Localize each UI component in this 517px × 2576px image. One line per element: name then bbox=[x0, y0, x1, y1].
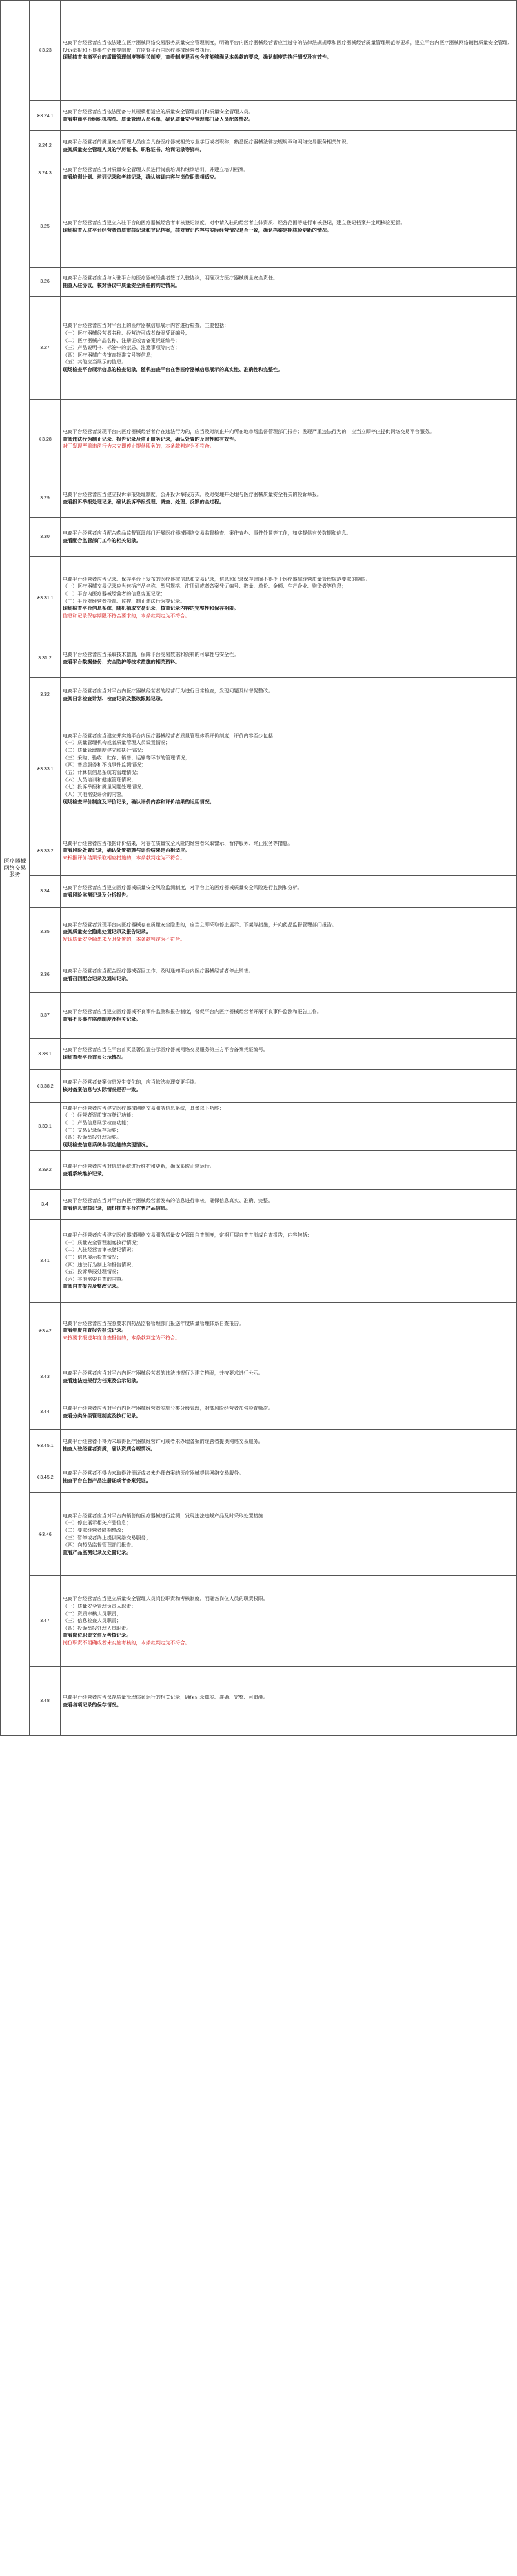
table-row bbox=[1, 518, 517, 557]
clause-code: 3.36 bbox=[30, 957, 61, 993]
clause-content bbox=[61, 826, 517, 876]
table-row bbox=[1, 1430, 517, 1461]
inspection-method: 查看培训计划、培训记录和考核记录，确认培训内容与岗位职责相适应。 bbox=[63, 174, 219, 180]
clause-content bbox=[61, 1190, 517, 1220]
requirement-text: 电商平台经营者不得为未取得注册证或者未办理备案的医疗器械提供网络交易服务。 bbox=[63, 1470, 244, 1476]
clause-content bbox=[61, 1151, 517, 1190]
table-row bbox=[1, 678, 517, 712]
inspection-method: 抽查入驻经营者资质，确认资质合规情况。 bbox=[63, 1446, 156, 1452]
clause-content bbox=[61, 957, 517, 993]
inspection-method: 查看违法违规行为档案及公示记录。 bbox=[63, 1377, 141, 1384]
inspection-method: 现场核查电商平台的质量管理制度等相关制度，查看制度是否包含并能够满足本条款的要求，确认制度的执行情况及有效性。 bbox=[63, 54, 332, 61]
table-row bbox=[1, 826, 517, 876]
inspection-method: 查阅自查报告及整改记录。 bbox=[63, 1284, 122, 1290]
clause-content bbox=[61, 1493, 517, 1576]
inspection-method: 查看不良事件监测制度及相关记录。 bbox=[63, 1016, 141, 1022]
inspection-method: 查看电商平台组织机构图、质量管理人员名单，确认质量安全管理部门及人员配备情况。 bbox=[63, 116, 254, 122]
table-row bbox=[1, 908, 517, 957]
clause-content bbox=[61, 1220, 517, 1303]
clause-code: 3.39.2 bbox=[30, 1151, 61, 1190]
requirement-text: 电商平台经营者应当建立投诉举报处理制度，公开投诉举报方式，及时受理并处理与医疗器械质量安全有关的投诉举报。 bbox=[63, 491, 322, 497]
inspection-method: 抽查平台在售产品注册证或者备案凭证。 bbox=[63, 1477, 151, 1484]
requirement-text: 电商平台经营者应当建立并实施平台内医疗器械经营者质量管理体系评价制度，评价内容至少包括： bbox=[63, 732, 278, 739]
requirement-text: （二）产品信息展示检查功能； bbox=[63, 1119, 132, 1126]
clause-content bbox=[61, 712, 517, 826]
requirement-text: 电商平台经营者应当保存质量管理体系运行的相关记录，确保记录真实、准确、完整、可追溯。 bbox=[63, 1694, 268, 1700]
judgement-note: 未按要求报送年度自查报告的，本条款判定为不符合。 bbox=[63, 1335, 181, 1341]
clause-content bbox=[61, 268, 517, 297]
table-row bbox=[1, 993, 517, 1039]
clause-code: 3.24.2 bbox=[30, 131, 61, 161]
clause-code: 3.48 bbox=[30, 1667, 61, 1736]
requirement-text: （五）其他应当展示的信息。 bbox=[63, 359, 127, 366]
clause-code: 3.24.3 bbox=[30, 161, 61, 186]
judgement-note: 发现质量安全隐患未及时处置的，本条款判定为不符合。 bbox=[63, 936, 185, 942]
category-cell: 医疗器械网络交易服务 bbox=[1, 1, 30, 1736]
requirement-text: （四）投诉举报处理人员职责。 bbox=[63, 1625, 132, 1631]
requirement-text: （三）信息展示检查情况； bbox=[63, 1254, 122, 1260]
table-row bbox=[1, 639, 517, 678]
requirement-text: （三）信息检查人员职责； bbox=[63, 1618, 122, 1624]
inspection-method: 查阅违法行为制止记录、报告记录及停止服务记录，确认处置的及时性和有效性。 bbox=[63, 436, 239, 442]
clause-content bbox=[61, 908, 517, 957]
inspection-method: 查看配合监管部门工作的相关记录。 bbox=[63, 537, 141, 543]
clause-content bbox=[61, 101, 517, 131]
requirement-text: （六）人员培训和健康管理情况； bbox=[63, 777, 136, 783]
requirement-text: 电商平台经营者应当配合医疗器械召回工作，及时通知平台内医疗器械经营者停止销售。 bbox=[63, 968, 254, 974]
clause-content bbox=[61, 131, 517, 161]
requirement-text: 电商平台经营者应当对平台内医疗器械经营者的经营行为进行日常检查，发现问题及时督促整改。 bbox=[63, 688, 274, 694]
clause-code: 3.26 bbox=[30, 268, 61, 297]
requirement-text: 电商平台经营者应当采取技术措施，保障平台交易数据和资料的可靠性与安全性。 bbox=[63, 651, 239, 657]
judgement-note: 岗位职责不明确或者未实施考核的，本条款判定为不符合。 bbox=[63, 1640, 190, 1646]
table-row bbox=[1, 101, 517, 131]
table-row bbox=[1, 957, 517, 993]
clause-content bbox=[61, 1395, 517, 1430]
clause-content bbox=[61, 1103, 517, 1151]
clause-code: ※3.33.2 bbox=[30, 826, 61, 876]
inspection-method: 抽查入驻协议，核对协议中质量安全责任的约定情况。 bbox=[63, 282, 181, 288]
requirement-text: （二）医疗器械产品名称、注册证或者备案凭证编号； bbox=[63, 337, 181, 343]
requirement-text: 电商平台经营者应当建立医疗器械质量安全风险监测制度，对平台上的医疗器械质量安全风险进行监测和分析。 bbox=[63, 884, 303, 890]
table-row bbox=[1, 712, 517, 826]
clause-code: 3.39.1 bbox=[30, 1103, 61, 1151]
clause-code: ※3.31.1 bbox=[30, 557, 61, 639]
clause-code: 3.41 bbox=[30, 1220, 61, 1303]
table-row bbox=[1, 1220, 517, 1303]
clause-content bbox=[61, 639, 517, 678]
clause-content bbox=[61, 1039, 517, 1070]
clause-code: 3.29 bbox=[30, 479, 61, 518]
requirement-text: 电商平台经营者应当记录、保存平台上发布的医疗器械信息和交易记录，信息和记录保存时间不得少于医疗器械经营质量管理规范要求的期限。 bbox=[63, 576, 371, 582]
judgement-note: 未根据评价结果采取相应措施的，本条款判定为不符合。 bbox=[63, 855, 185, 861]
inspection-method: 核对备案信息与实际情况是否一致。 bbox=[63, 1086, 141, 1092]
requirement-text: 电商平台经营者应当建立医疗器械不良事件监测和报告制度，督促平台内医疗器械经营者开展不良事件监测和报告工作。 bbox=[63, 1008, 322, 1015]
requirement-text: 电商平台经营者应当依法建立医疗器械网络交易服务质量安全管理制度，明确平台内医疗器械经营者应当遵守的法律法规规章和医疗器械经营质量管理规范等要求，建立平台内医疗器械网络销售质量安全管理、投诉举报和不良事件处理等制度，并监督平台内医疗器械经营者执行。 bbox=[63, 40, 513, 53]
requirement-text: （二）资质审核人员职责； bbox=[63, 1610, 122, 1617]
clause-code: 3.35 bbox=[30, 908, 61, 957]
table-row bbox=[1, 1103, 517, 1151]
clause-code: 3.4 bbox=[30, 1190, 61, 1220]
inspection-method: 查看年度自查报告报送记录。 bbox=[63, 1328, 127, 1334]
table-row bbox=[1, 1039, 517, 1070]
table-row bbox=[1, 161, 517, 186]
clause-code: 3.44 bbox=[30, 1395, 61, 1430]
requirement-text: （一）医疗器械交易记录应当包括产品名称、型号规格、注册证或者备案凭证编号、数量、单价、金额、生产企业、购货者等信息； bbox=[63, 583, 347, 590]
requirement-text: （五）计算机信息系统的管理情况； bbox=[63, 770, 141, 775]
table-row bbox=[1, 1576, 517, 1667]
inspection-method: 现场检查评价制度及评价记录，确认评价内容和评价结果的运用情况。 bbox=[63, 799, 214, 805]
requirement-text: （七）投诉举报和质量问题处理情况； bbox=[63, 784, 146, 790]
clause-code: ※3.38.2 bbox=[30, 1070, 61, 1103]
requirement-text: 电商平台经营者应当对平台内医疗器械经营者的违法违规行为建立档案，并按要求进行公示。 bbox=[63, 1370, 263, 1376]
inspection-method: 查看各项记录的保存情况。 bbox=[63, 1701, 122, 1708]
requirement-text: （四）向药品监督管理部门报告。 bbox=[63, 1542, 136, 1548]
requirement-text: （三）平台对经营者检查、监控、制止违法行为等记录。 bbox=[63, 598, 185, 604]
clause-content bbox=[61, 1359, 517, 1395]
requirement-text: （三）暂停或者终止提供网络交易服务； bbox=[63, 1535, 151, 1541]
requirement-text: 电商平台经营者不得为未取得医疗器械经营许可或者未办理备案的经营者提供网络交易服务。 bbox=[63, 1438, 263, 1444]
table-row bbox=[1, 1190, 517, 1220]
judgement-note: 对于发现严重违法行为未立即停止提供服务的，本条款判定为不符合。 bbox=[63, 443, 214, 450]
requirement-text: （二）平台内医疗器械经营者的信息变更记录； bbox=[63, 590, 165, 597]
table-row bbox=[1, 131, 517, 161]
requirement-text: （四）违法行为制止和报告情况； bbox=[63, 1261, 136, 1268]
inspection-method: 查阅质量安全隐患处置记录及报告记录。 bbox=[63, 929, 151, 935]
inspection-method: 查看岗位职责文件及考核记录。 bbox=[63, 1633, 132, 1639]
clause-content bbox=[61, 186, 517, 268]
clause-code: 3.32 bbox=[30, 678, 61, 712]
inspection-method: 查看投诉举报处理记录，确认投诉举报受理、调查、处理、反馈的全过程。 bbox=[63, 499, 225, 505]
requirement-text: （二）质量管理制度建立和执行情况； bbox=[63, 748, 146, 754]
requirement-text: 电商平台经营者的质量安全管理人员应当具备医疗器械相关专业学历或者职称，熟悉医疗器械法律法规规章和网络交易服务相关知识。 bbox=[63, 139, 352, 145]
table-row bbox=[1, 479, 517, 518]
table-row bbox=[1, 400, 517, 479]
clause-code: 3.43 bbox=[30, 1359, 61, 1395]
clause-content bbox=[61, 479, 517, 518]
inspection-method: 查看召回配合记录及通知记录。 bbox=[63, 975, 132, 981]
inspection-method: 现场查看平台首页公示情况。 bbox=[63, 1055, 127, 1060]
table-row bbox=[1, 1, 517, 101]
requirement-text: 电商平台经营者应当对质量安全管理人员进行岗前培训和继续培训，并建立培训档案。 bbox=[63, 166, 249, 172]
clause-content bbox=[61, 161, 517, 186]
clause-content bbox=[61, 557, 517, 639]
requirement-text: （四）投诉举报处理功能。 bbox=[63, 1135, 122, 1141]
clause-code: ※3.28 bbox=[30, 400, 61, 479]
table-row bbox=[1, 557, 517, 639]
clause-code: ※3.45.1 bbox=[30, 1430, 61, 1461]
requirement-text: （三）采购、验收、贮存、销售、运输等环节的管理情况； bbox=[63, 755, 190, 761]
requirement-text: （八）其他需要评价的内容。 bbox=[63, 791, 127, 797]
inspection-method: 查阅质量安全管理人员的学历证书、职称证书、培训记录等资料。 bbox=[63, 146, 205, 152]
table-row bbox=[1, 1667, 517, 1736]
clause-code: ※3.45.2 bbox=[30, 1461, 61, 1493]
requirement-text: 电商平台经营者应当与入驻平台的医疗器械经营者签订入驻协议，明确双方医疗器械质量安全责任。 bbox=[63, 274, 278, 281]
requirement-text: （三）产品说明书、标签中的禁忌、注意事项等内容； bbox=[63, 345, 181, 351]
requirement-text: （一）质量管理机构或者质量管理人员设置情况； bbox=[63, 740, 171, 746]
clause-content bbox=[61, 400, 517, 479]
requirement-text: 电商平台经营者应当建立医疗器械网络交易服务信息系统，具备以下功能： bbox=[63, 1105, 225, 1111]
requirement-text: 电商平台经营者发现平台内医疗器械经营者存在违法行为的，应当及时制止并向所在地市场监督管理部门报告；发现严重违法行为的，应当立即停止提供网络交易平台服务。 bbox=[63, 429, 435, 435]
inspection-method: 查看风险监测记录及分析报告。 bbox=[63, 892, 132, 898]
table-row bbox=[1, 297, 517, 400]
clause-content bbox=[61, 1576, 517, 1667]
requirement-text: （四）医疗器械广告审查批准文号等信息； bbox=[63, 352, 156, 358]
table-row bbox=[1, 1493, 517, 1576]
requirement-text: （六）其他需要自查的内容。 bbox=[63, 1276, 127, 1282]
clause-content bbox=[61, 518, 517, 557]
table-row bbox=[1, 876, 517, 908]
clause-content bbox=[61, 1303, 517, 1359]
clause-content bbox=[61, 1070, 517, 1103]
requirement-text: （一）医疗器械经营者名称、经营许可或者备案凭证编号； bbox=[63, 330, 190, 336]
inspection-method: 查看信息审核记录，随机抽查平台在售产品信息。 bbox=[63, 1205, 171, 1211]
requirement-text: 电商平台经营者应当在平台首页显著位置公示医疗器械网络交易服务第三方平台备案凭证编号。 bbox=[63, 1047, 268, 1053]
requirement-text: 电商平台经营者发现平台内医疗器械存在质量安全隐患的，应当立即采取停止展示、下架等措施，并向药品监督管理部门报告。 bbox=[63, 921, 337, 928]
requirement-text: 电商平台经营者应当配合药品监督管理部门开展医疗器械网络交易监督检查、案件查办、事件处置等工作，如实提供有关数据和信息。 bbox=[63, 530, 352, 536]
clause-content bbox=[61, 1461, 517, 1493]
table-row bbox=[1, 1359, 517, 1395]
requirement-text: 电商平台经营者应当建立质量安全管理人员岗位职责和考核制度，明确各岗位人员的职责权限。 bbox=[63, 1596, 268, 1602]
clause-code: ※3.24.1 bbox=[30, 101, 61, 131]
table-row bbox=[1, 186, 517, 268]
requirement-text: 电商平台经营者应当对平台内销售的医疗器械进行监测，发现违法违规产品及时采取处置措施： bbox=[63, 1512, 268, 1519]
clause-content bbox=[61, 876, 517, 908]
clause-code: ※3.23 bbox=[30, 1, 61, 101]
inspection-method: 查阅日常检查计划、检查记录及整改跟踪记录。 bbox=[63, 695, 165, 701]
inspection-method: 现场检查平台信息系统，随机抽取交易记录，核查记录内容的完整性和保存期限。 bbox=[63, 606, 239, 612]
requirement-text: 电商平台经营者应当对信息系统进行维护和更新，确保系统正常运行。 bbox=[63, 1163, 214, 1169]
requirement-text: 电商平台经营者应当对平台内医疗器械经营者发布的信息进行审核，确保信息真实、准确、完整。 bbox=[63, 1197, 274, 1204]
inspection-method: 现场检查入驻平台经营者资质审核记录和登记档案，核对登记内容与实际经营情况是否一致，确认档案定期核验更新的情况。 bbox=[63, 227, 332, 233]
clause-content bbox=[61, 678, 517, 712]
clause-content bbox=[61, 1, 517, 101]
requirement-text: 电商平台经营者应当对平台内医疗器械经营者实施分类分级管理，对高风险经营者加强检查频次。 bbox=[63, 1405, 274, 1411]
requirement-text: （一）经营者资质审核登记功能； bbox=[63, 1112, 136, 1119]
requirement-text: （三）交易记录保存功能； bbox=[63, 1127, 122, 1133]
table-row bbox=[1, 1461, 517, 1493]
clause-code: ※3.42 bbox=[30, 1303, 61, 1359]
table-row bbox=[1, 268, 517, 297]
requirement-text: 电商平台经营者应当根据评价结果，对存在质量安全风险的经营者采取警示、暂停服务、终止服务等措施。 bbox=[63, 840, 293, 846]
inspection-method: 查看分类分级管理制度及执行记录。 bbox=[63, 1412, 141, 1419]
clause-code: ※3.33.1 bbox=[30, 712, 61, 826]
clause-content bbox=[61, 993, 517, 1039]
table-row bbox=[1, 1151, 517, 1190]
requirement-text: （二）要求经营者限期整改； bbox=[63, 1527, 127, 1533]
inspection-method: 查看产品监测记录及处置记录。 bbox=[63, 1549, 132, 1555]
inspection-table-body bbox=[1, 1, 517, 1736]
requirement-text: （五）投诉举报处理情况； bbox=[63, 1269, 122, 1275]
inspection-method: 查看系统维护记录。 bbox=[63, 1170, 107, 1177]
clause-content bbox=[61, 297, 517, 400]
clause-code: 3.30 bbox=[30, 518, 61, 557]
judgement-note: 信息和记录保存期限不符合要求的，本条款判定为不符合。 bbox=[63, 612, 190, 619]
table-row bbox=[1, 1303, 517, 1359]
clause-code: 3.27 bbox=[30, 297, 61, 400]
inspection-method: 现场检查平台展示信息的检查记录，随机抽查平台在售医疗器械信息展示的真实性、准确性和完整性。 bbox=[63, 367, 283, 373]
requirement-text: 电商平台经营者备案信息发生变化的，应当依法办理变更手续。 bbox=[63, 1079, 200, 1085]
table-row bbox=[1, 1395, 517, 1430]
requirement-text: 电商平台经营者应当按照要求向药品监督管理部门报送年度质量管理体系自查报告。 bbox=[63, 1320, 244, 1326]
table-row bbox=[1, 1070, 517, 1103]
requirement-text: （一）质量安全管理制度执行情况； bbox=[63, 1239, 141, 1246]
requirement-text: 电商平台经营者应当建立医疗器械网络交易服务质量安全管理自查制度，定期开展自查并形成自查报告，内容包括： bbox=[63, 1232, 312, 1238]
requirement-text: （一）质量安全管理负责人职责； bbox=[63, 1603, 136, 1609]
inspection-method: 查看平台数据备份、安全防护等技术措施的相关资料。 bbox=[63, 659, 181, 665]
clause-code: 3.38.1 bbox=[30, 1039, 61, 1070]
requirement-text: （一）停止展示相关产品信息； bbox=[63, 1520, 132, 1526]
clause-code: 3.34 bbox=[30, 876, 61, 908]
clause-code: 3.31.2 bbox=[30, 639, 61, 678]
inspection-method: 现场检查信息系统各项功能的实现情况。 bbox=[63, 1141, 151, 1148]
clause-content bbox=[61, 1430, 517, 1461]
requirement-text: （四）售后服务和不良事件监测情况； bbox=[63, 762, 146, 768]
requirement-text: 电商平台经营者应当对平台上的医疗器械信息展示内容进行检查，主要包括： bbox=[63, 323, 230, 329]
clause-content bbox=[61, 1667, 517, 1736]
requirement-text: 电商平台经营者应当依法配备与其规模相适应的质量安全管理部门和质量安全管理人员。 bbox=[63, 108, 254, 114]
clause-code: 3.47 bbox=[30, 1576, 61, 1667]
clause-code: ※3.46 bbox=[30, 1493, 61, 1576]
clause-code: 3.37 bbox=[30, 993, 61, 1039]
clause-code: 3.25 bbox=[30, 186, 61, 268]
requirement-text: 电商平台经营者应当建立入驻平台的医疗器械经营者审核登记制度，对申请入驻的经营者主体资质、经营范围等进行审核登记，建立登记档案并定期核验更新。 bbox=[63, 219, 405, 226]
requirement-text: （二）入驻经营者审核登记情况； bbox=[63, 1247, 136, 1253]
inspection-method: 查看风险处置记录，确认处置措施与评价结果是否相适应。 bbox=[63, 848, 190, 854]
